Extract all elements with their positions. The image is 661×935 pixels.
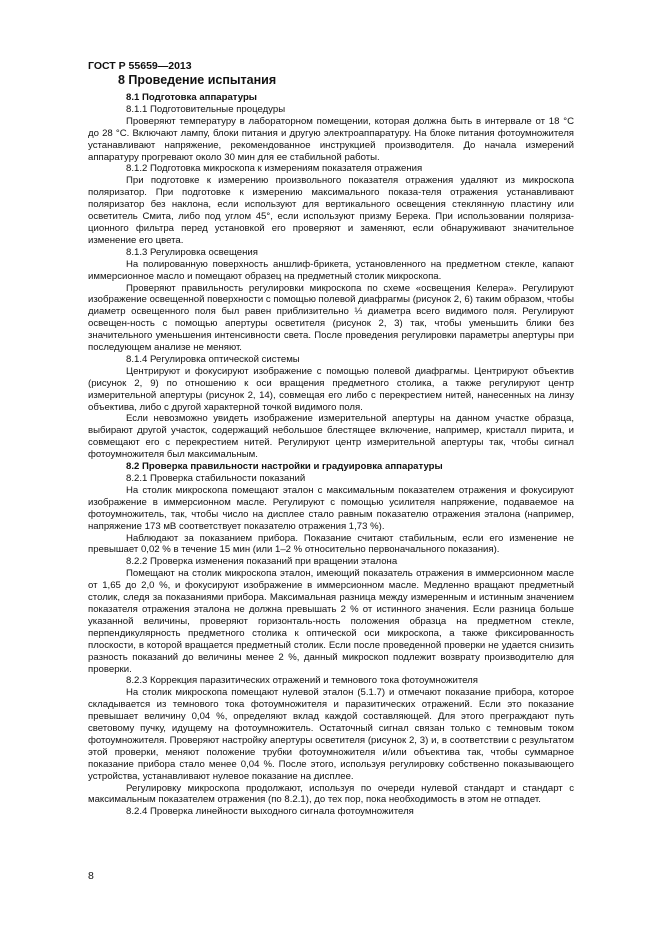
paragraph: При подготовке к измерению произвольного показателя отражения удаляют из микроскопа поляризатор. При подготовке к измерению максимального показа-теля отражения устанавливают поляризатор без наклона, если используют для вертикального освещения стеклянную пластину или осветитель Смита, либо под углом 45°, если используют призму Берека. При использовании поляриза-ционного фильтра перед установкой его проверяют и заменяют, если обнаруживают значительное изменение его цвета. <box>88 175 574 246</box>
paragraph: На полированную поверхность аншлиф-брикета, установленного на предметном стекле, капают иммерсионное масло и помещают образец на предметный столик микроскопа. <box>88 258 574 282</box>
subsection-heading-8-2: 8.2 Проверка правильности настройки и градуировка аппаратуры <box>126 461 443 473</box>
clause-heading-8-1-4: 8.1.4 Регулировка оптической системы <box>126 353 300 365</box>
clause-heading-8-1-2: 8.1.2 Подготовка микроскопа к измерениям показателя отражения <box>126 163 423 175</box>
paragraph: Центрируют и фокусируют изображение с помощью полевой диафрагмы. Центрируют объектив (рисунок 2, 9) по отношению к оси вращения предметного столика, а также регулируют центр измерительной апертуры (рисунок 2, 14), совмещая его либо с перекрестием нитей, нанесенных на линзу объектива, либо с другой характерной точкой видимого поля. <box>88 365 574 413</box>
paragraph: Наблюдают за показанием прибора. Показание считают стабильным, если его изменение не превышает 0,02 % в течение 15 мин (или 1–2 % относительно первоначального показания). <box>88 532 574 556</box>
clause-heading-8-2-1: 8.2.1 Проверка стабильности показаний <box>126 473 306 484</box>
clause-heading-8-1-3: 8.1.3 Регулировка освещения <box>126 246 258 258</box>
paragraph: Если невозможно увидеть изображение измерительной апертуры на данном участке образца, выбирают другой участок, содержащий небольшое блестящее включение, например, кристалл пирита, и совмещают его с перекрестием нитей. Регулируют центр измерительной апертуры так, чтобы сигнал фотоумножителя был максимальным. <box>88 413 574 461</box>
clause-heading-8-2-2: 8.2.2 Проверка изменения показаний при вращении эталона <box>126 556 398 568</box>
page-number: 8 <box>88 870 94 882</box>
paragraph: Проверяют правильность регулировки микроскопа по схеме «освещения Келера». Регулируют изображение освещенной поверхности с помощью полевой диафрагмы (рисунок 2, 6) таким образом, чтобы диаметр освещенного поля был равен приблизительно ⅓ диаметра всего видимого поля. Регулируют освещен-ность с помощью апертуры осветителя (рисунок 2, 3) так, чтобы уменьшить блики без значительного уменьшения интенсивности света. После проведения регулировки параметры апертуры при последующем анализе не меняют. <box>88 282 574 354</box>
section-title: 8 Проведение испытания <box>118 73 277 87</box>
standard-designation: ГОСТ Р 55659—2013 <box>88 60 192 72</box>
clause-heading-8-2-4: 8.2.4 Проверка линейности выходного сигнала фотоумножителя <box>126 806 414 818</box>
paragraph: На столик микроскопа помещают нулевой эталон (5.1.7) и отмечают показание прибора, которое складывается из темнового тока фотоумножителя и паразитических отражений. Если это показание превышает величину 0,04 %, определяют вклад каждой составляющей. Для этого преграждают путь световому пучку, идущему на фотоумножитель. Остаточный сигнал связан только с темновым током фотоумножителя. Проверяют настройку апертуры осветителя (рисунок 2, 3) и, в соответствии с результатом этой проверки, меняют положение трубки фотоумножителя и/или объектива так, чтобы суммарное показание прибора стало менее 0,04 %. После этого, используя регулировку собственно показывающего устройства, устанавливают нулевое показание на дисплее. <box>88 687 574 782</box>
clause-heading-8-2-3: 8.2.3 Коррекция паразитических отражений и темнового тока фотоумножителя <box>126 675 478 687</box>
subsection-heading-8-1: 8.1 Подготовка аппаратуры <box>126 92 258 103</box>
paragraph: Регулировку микроскопа продолжают, используя по очереди нулевой стандарт и стандарт с максимальным показателем отражения (по 8.2.1), до тех пор, пока необходимость в этом не отпадет. <box>88 782 574 806</box>
paragraph: На столик микроскопа помещают эталон с максимальным показателем отражения и фокусируют изображение в иммерсионном масле. Регулируют с помощью усилителя напряжение, подаваемое на фотоумножитель, так, чтобы число на дисплее стало равным показателю отражения эталона (например, напряжение 173 мВ соответствует показателю отражения 1,73 %). <box>88 484 574 532</box>
document-body <box>88 92 574 818</box>
paragraph: Помещают на столик микроскопа эталон, имеющий показатель отражения в иммерсионном масле от 1,65 до 2,0 %, и фокусируют изображение в иммерсионном масле. Медленно вращают предметный столик, следя за показаниями прибора. Максимальная разница между измеренным и истинным значением показателя отражения эталона не должна превышать 2 % от истинного значения. Если разница больше указанной величины, проверяют горизонталь-ность положения образца на предметном стекле, перпендикулярность предметного столика к оптической оси микроскопа, а также фиксированность плоскости, в которой вращается предметный столик. Если после проведенной проверки не удается снизить разность показаний до величины менее 2 %, данный микроскоп подлежит возврату производителю для проверки. <box>88 568 574 675</box>
clause-heading-8-1-1: 8.1.1 Подготовительные процедуры <box>126 103 286 115</box>
paragraph: Проверяют температуру в лабораторном помещении, которая должна быть в интервале от 18 °С до 28 °С. Включают лампу, блоки питания и другую электроаппаратуру. На блоке питания фотоумножителя устанавливают напряжение, рекомендованное инструкцией производителя. До начала измерений аппаратуру прогревают около 30 мин для ее стабильной работы. <box>88 115 574 163</box>
